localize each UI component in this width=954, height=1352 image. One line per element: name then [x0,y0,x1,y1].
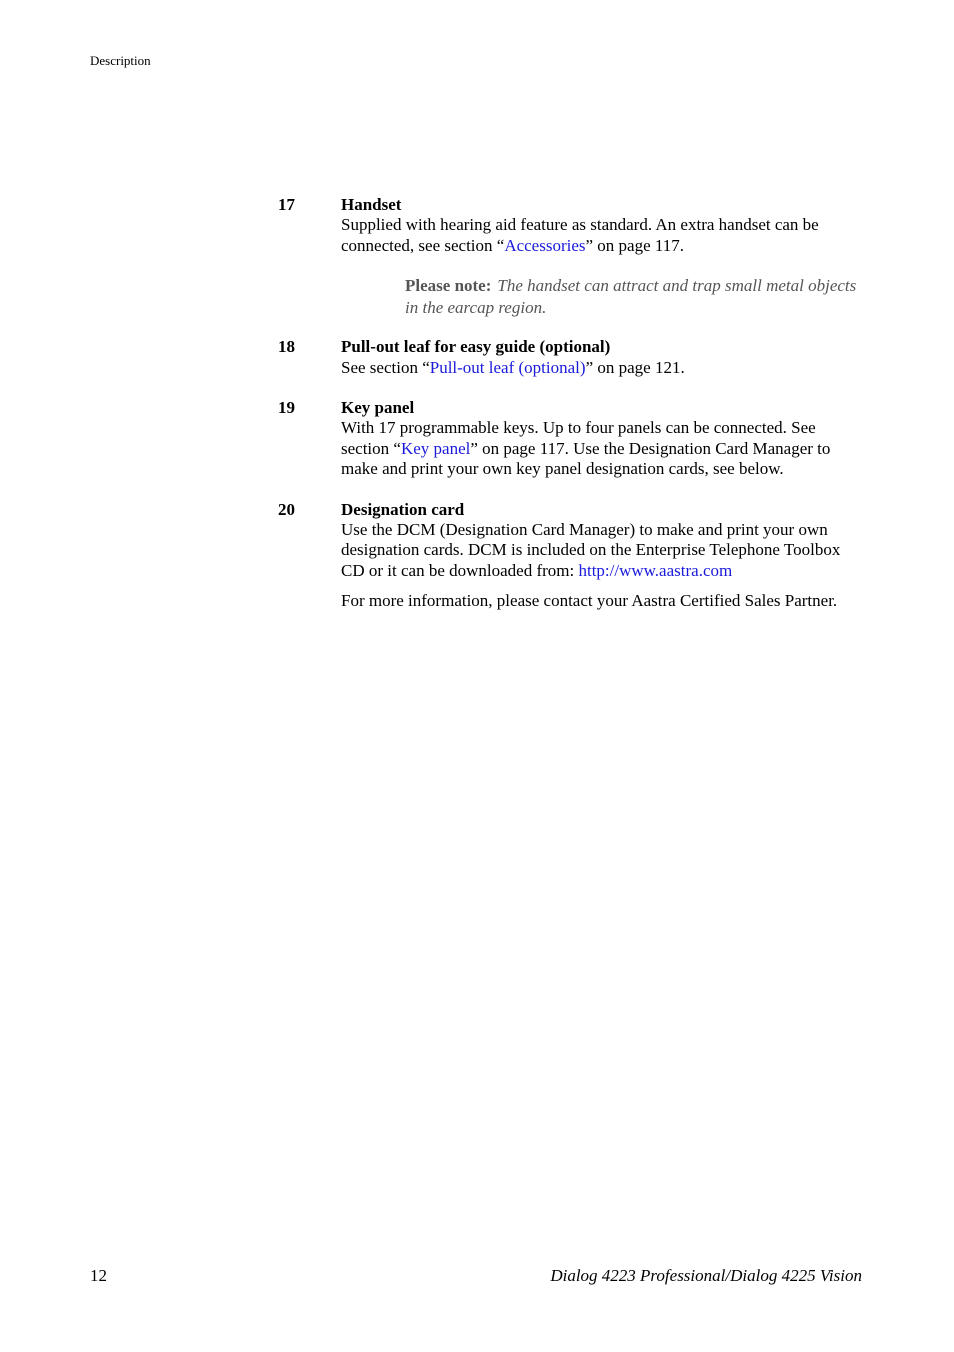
item-description [341,520,868,581]
item-text: ” on page 121. [585,357,685,377]
item-description [341,215,868,256]
please-note [405,275,868,318]
item-pull-out-leaf [278,337,868,378]
running-header: Description [90,53,151,68]
item-title: Key panel [341,398,415,418]
item-designation-card [278,500,868,612]
item-text: Use the DCM (Designation Card Manager) to make and print your own designation cards. DCM is included on the Enterprise Telephone Toolbox CD or it can be downloaded from: [341,520,841,580]
more-info-paragraph: For more information, please contact your Aastra Certified Sales Partner. [341,591,838,611]
item-title: Handset [341,195,402,214]
item-handset [278,195,868,318]
item-text: With 17 programmable keys. Up to four panels can be connected. See section “ [341,418,816,458]
footer-title: Dialog 4223 Professional/Dialog 4225 Vision [550,1266,862,1285]
item-list [278,195,868,612]
aastra-website-link[interactable]: http://www.aastra.com [578,560,733,580]
note-label: Please note: [405,276,492,296]
item-text: See section “ [341,357,430,377]
key-panel-link[interactable]: Key panel [400,438,471,458]
pull-out-leaf-link[interactable]: Pull-out leaf (optional) [429,357,586,377]
accessories-link[interactable]: Accessories [504,235,586,255]
item-number: 20 [278,499,295,519]
item-title: Pull-out leaf for easy guide (optional) [341,337,611,357]
item-title: Designation card [341,499,465,519]
item-number: 18 [278,337,295,357]
item-number: 17 [278,195,295,214]
item-description [341,418,868,479]
item-text: ” on page 117. Use the Designation Card Manager to make and print your own key panel designation cards, see below. [341,438,831,479]
page-number: 12 [90,1266,107,1285]
item-description [341,358,868,378]
item-key-panel [278,398,868,480]
note-text: The handset can attract and trap small metal objects in the earcap region. [405,276,857,317]
item-text: ” on page 117. [585,235,685,255]
item-number: 19 [278,398,295,418]
item-text: Supplied with hearing aid feature as standard. An extra handset can be connected, see section “ [341,215,819,255]
